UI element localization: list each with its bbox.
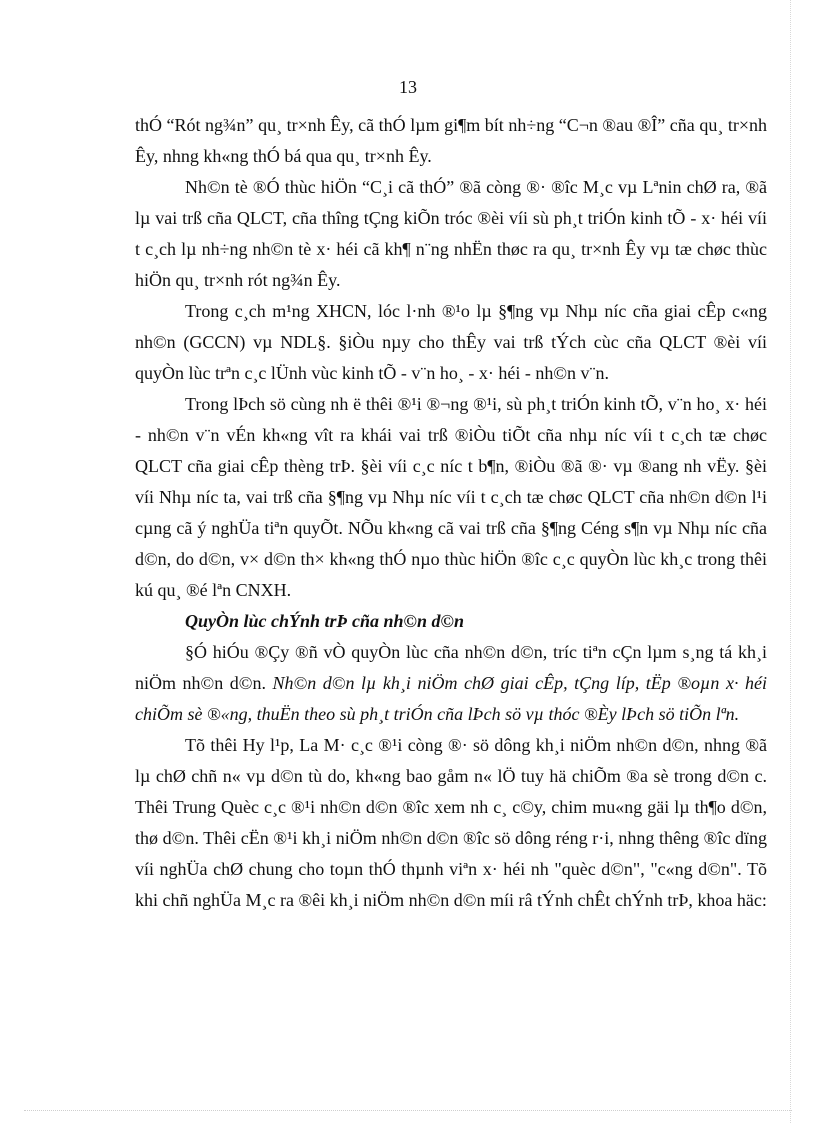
paragraph-6: Tõ thêi Hy l¹p, La M· c¸c ®¹i còng ®· sö dông kh¸i niÖm nh©n d©n, nhng ®ã lµ chØ chñ n« vµ d©n tù do, kh«ng bao gåm n« lÖ tuy hä chiÕm ®a sè trong d©n c. Thêi Trung Quèc c¸c ®¹i nh©n d©n ®îc xem nh c¸ c©y, chim mu«ng gäi lµ th¶o d©n, thø d©n. Thêi cËn ®¹i kh¸i niÖm nh©n d©n ®îc sö dông réng r·i, nhng thêng ®îc dïng víi nghÜa chØ chung cho toµn thÓ thµnh viªn x· héi nh "quèc d©n", "c«ng d©n". Tõ khi chñ nghÜa M¸c ra ®êi kh¸i niÖm nh©n d©n míi râ tÝnh chÊt chÝnh trÞ, khoa häc:	[135, 735, 767, 910]
page-bottom-divider	[24, 1110, 792, 1111]
paragraph-3: Trong c¸ch m¹ng XHCN, lóc l·nh ®¹o lµ §¶ng vµ Nhµ níc cña giai cÊp c«ng nh©n (GCCN) vµ NDL§. §iÒu nµy cho thÊy vai trß tÝch cùc cña QLCT ®èi víi quyÒn lùc trªn c¸c lÜnh vùc kinh tÕ - v¨n ho¸ - x· héi - nh©n v¨n.	[135, 301, 767, 383]
paragraph-5-text: §Ó hiÓu ®Çy ®ñ vÒ quyÒn lùc cña nh©n d©n, tríc tiªn cÇn lµm s¸ng tá kh¸i niÖm nh©n d©n.	[135, 642, 767, 693]
section-heading: QuyÒn lùc chÝnh trÞ cña nh©n d©n	[185, 611, 464, 631]
document-body	[135, 110, 767, 916]
paragraph-5-italic: Nh©n d©n lµ kh¸i niÖm chØ giai cÊp, tÇng líp, tËp ®oµn x· héi chiÕm sè ®«ng, thuËn theo sù ph¸t triÓn cña lÞch sö vµ thóc ®Èy lÞch sö tiÕn lªn.	[135, 673, 767, 724]
page-edge-divider	[790, 0, 791, 1123]
paragraph-1: thÓ “Rót ng¾n” qu¸ tr×nh Êy, cã thÓ lµm gi¶m bít nh÷ng “C¬n ®au ®Î” cña qu¸ tr×nh Êy, nhng kh«ng thÓ bá qua qu¸ tr×nh Êy.	[135, 115, 767, 166]
paragraph-4: Trong lÞch sö cùng nh ë thêi ®¹i ®¬ng ®¹i, sù ph¸t triÓn kinh tÕ, v¨n ho¸ x· héi - nh©n v¨n vÉn kh«ng vît ra khái vai trß ®iÒu tiÕt cña nhµ níc víi t c¸ch tæ chøc QLCT cña giai cÊp thèng trÞ. §èi víi c¸c níc t b¶n, ®iÒu ®ã ®· vµ ®ang nh vËy. §èi víi Nhµ níc ta, vai trß cña §¶ng vµ Nhµ níc víi t c¸ch tæ chøc QLCT cña nh©n d©n l¹i cµng cã ý nghÜa tiªn quyÕt. NÕu kh«ng cã vai trß cña §¶ng Céng s¶n vµ Nhµ níc cña d©n, do d©n, v× d©n th× kh«ng thÓ nµo thùc hiÖn ®îc c¸c quyÒn lùc kh¸c trong thêi kú qu¸ ®é lªn CNXH.	[135, 394, 767, 600]
paragraph-2: Nh©n tè ®Ó thùc hiÖn “C¸i cã thÓ” ®ã còng ®· ®îc M¸c vµ Lªnin chØ ra, ®ã lµ vai trß cña QLCT, cña thîng tÇng kiÕn tróc ®èi víi sù ph¸t triÓn kinh tÕ - x· héi víi t c¸ch lµ nh÷ng nh©n tè x· héi cã kh¶ n¨ng nhËn thøc ra qu¸ tr×nh Êy vµ tæ chøc thùc hiÖn qu¸ tr×nh rót ng¾n Êy.	[135, 177, 767, 290]
page-number: 13	[399, 77, 417, 97]
paragraph-5	[135, 637, 767, 730]
